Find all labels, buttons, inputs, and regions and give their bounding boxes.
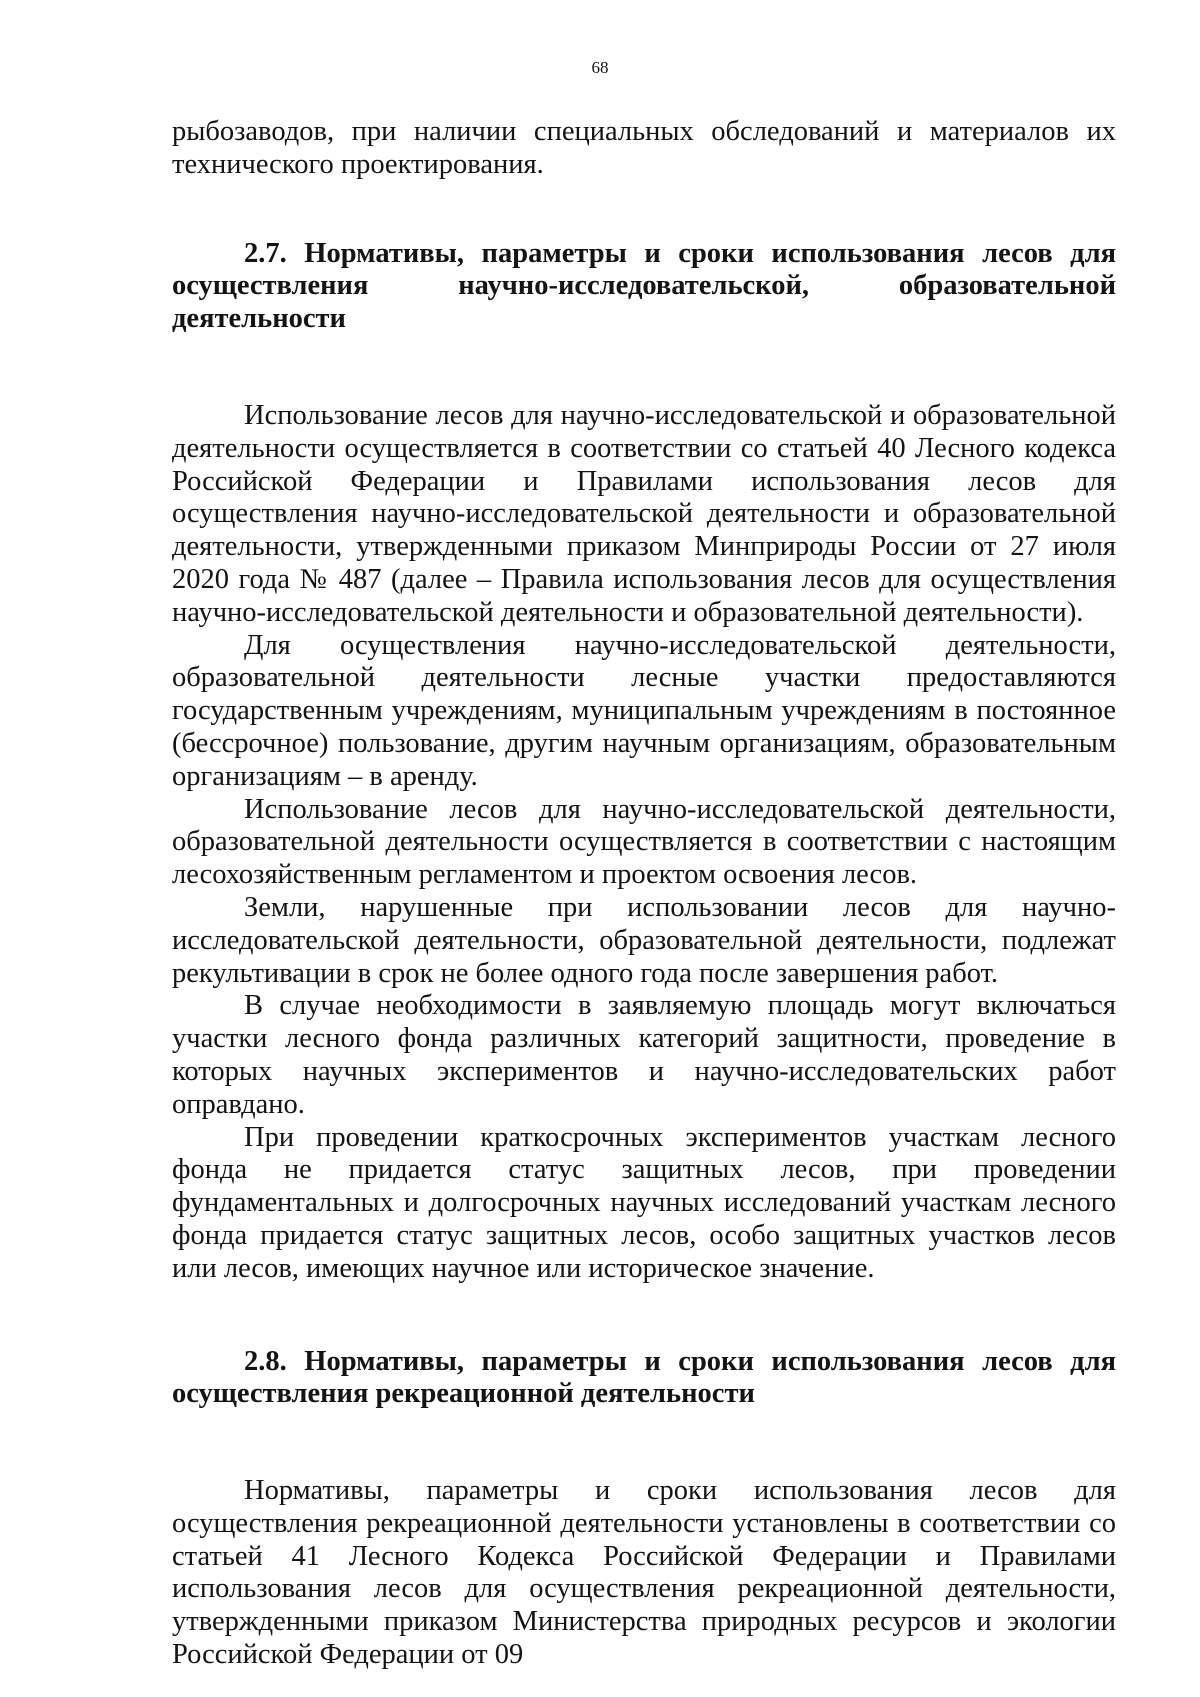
- paragraph: Использование лесов для научно-исследовательской деятельности, образовательной деятельности осуществляется в соответствии с настоящим лесохозяйственным регламентом и проектом освоения лесов.: [172, 793, 1116, 891]
- paragraph-continuation: рыбозаводов, при наличии специальных обследований и материалов их технического проектирования.: [172, 116, 1116, 180]
- paragraph: Использование лесов для научно-исследовательской и образовательной деятельности осуществляется в соответствии со статьей 40 Лесного кодекса Российской Федерации и Правилами использования лесов для осуществления научно-исследовательской деятельности и образовательной деятельности, утвержденными приказом Минприроды России от 27 июля 2020 года № 487 (далее – Правила использования лесов для осуществления научно-исследовательской деятельности и образовательной деятельности).: [172, 399, 1116, 628]
- section-heading-2-7: 2.7. Нормативы, параметры и сроки использования лесов для осуществления научно-исследовательской, образовательной деятельности: [172, 237, 1116, 335]
- paragraph: В случае необходимости в заявляемую площадь могут включаться участки лесного фонда различных категорий защитности, проведение в которых научных экспериментов и научно-исследовательских работ оправдано.: [172, 990, 1116, 1120]
- section-2-7-body: [172, 400, 1116, 1286]
- paragraph: Для осуществления научно-исследовательской деятельности, образовательной деятельности лесные участки предоставляются государственным учреждениям, муниципальным учреждениям в постоянное (бессрочное) пользование, другим научным организациям, образовательным организациям – в аренду.: [172, 629, 1116, 792]
- paragraph: Земли, нарушенные при использовании лесов для научно-исследовательской деятельности, образовательной деятельности, подлежат рекультивации в срок не более одного года после завершения работ.: [172, 891, 1116, 989]
- page-content: [172, 116, 1116, 1672]
- section-2-8-body: [172, 1475, 1116, 1672]
- paragraph: При проведении краткосрочных экспериментов участкам лесного фонда не придается статус защитных лесов, при проведении фундаментальных и долгосрочных научных исследований участкам лесного фонда придается статус защитных лесов, особо защитных участков лесов или лесов, имеющих научное или историческое значение.: [172, 1121, 1116, 1284]
- section-heading-2-8: 2.8. Нормативы, параметры и сроки использования лесов для осуществления рекреационной деятельности: [172, 1345, 1116, 1410]
- page-number: 68: [591, 58, 609, 77]
- paragraph: Нормативы, параметры и сроки использования лесов для осуществления рекреационной деятельности установлены в соответствии со статьей 41 Лесного Кодекса Российской Федерации и Правилами использования лесов для осуществления рекреационной деятельности, утвержденными приказом Министерства природных ресурсов и экологии Российской Федерации от 09: [172, 1475, 1116, 1671]
